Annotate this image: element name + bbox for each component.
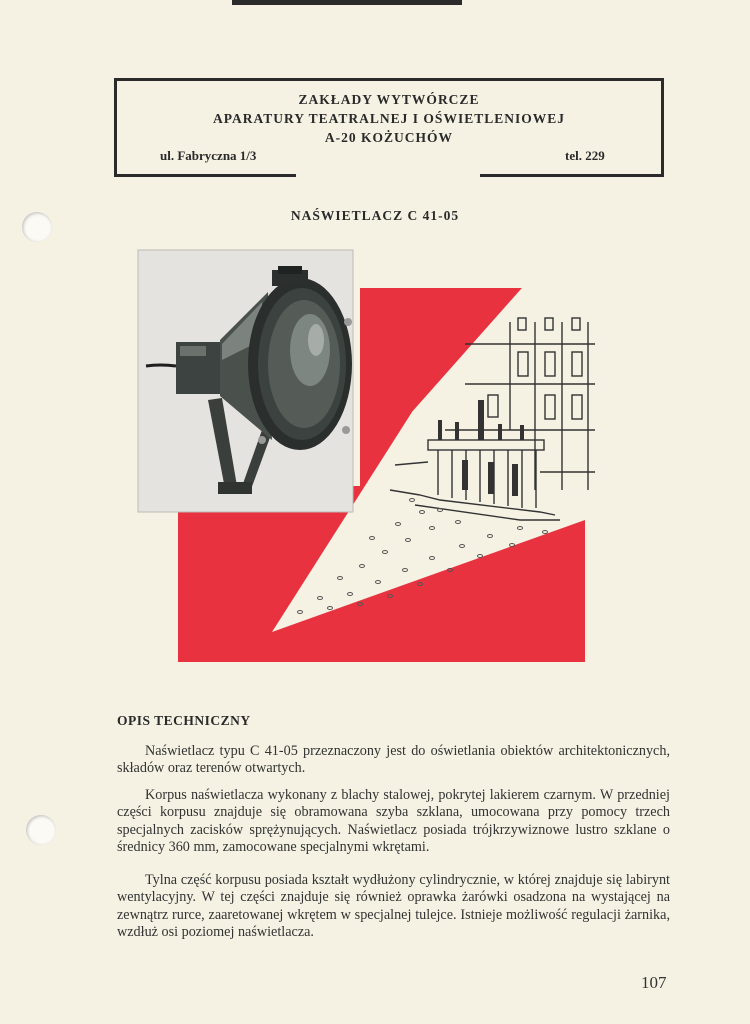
product-title: NAŚWIETLACZ C 41-05	[290, 208, 460, 223]
paragraph-purpose: Naświetlacz typu C 41-05 przeznaczony jest do oświetlania obiektów architektonicznych, składów oraz terenów otwartych.	[117, 743, 670, 777]
section-title: OPIS TECHNICZNY	[117, 713, 251, 728]
company-name-line3: A-20 KOŻUCHÓW	[324, 130, 454, 145]
company-name-line2: APARATURY TEATRALNEJ I OŚWIETLENIOWEJ	[213, 111, 565, 126]
page-number: 107	[641, 973, 667, 992]
company-name-line1: ZAKŁADY WYTWÓRCZE	[298, 92, 480, 107]
floodlight-photo	[138, 250, 353, 512]
company-address: ul. Fabryczna 1/3	[160, 148, 257, 163]
paragraph-body-housing: Korpus naświetlacza wykonany z blachy stalowej, pokrytej lakierem czarnym. W przedniej części korpusu znajduje się obramowana szyba szklana, umocowana przy pomocy trzech specjalnych zacisków sprężynujących. Naświetlacz posiada trójkrzywiznowe lustro szklane o średnicy 360 mm, zamocowane specjalnymi wkrętami.	[117, 787, 670, 856]
binder-hole-bottom	[26, 815, 56, 845]
company-phone: tel. 229	[565, 148, 605, 163]
paragraph-rear-housing: Tylna część korpusu posiada kształt wydłużony cylindrycznie, w której znajduje się labirynt wentylacyjny. W tej części znajduje się również oprawka żarówki osadzona na wystającej na zewnątrz rurce, zaaretowanej wkrętem w specjalnej tulejce. Istnieje możliwość regulacji żarnika, wzdłuż osi poziomej naświetlacza.	[117, 872, 670, 941]
